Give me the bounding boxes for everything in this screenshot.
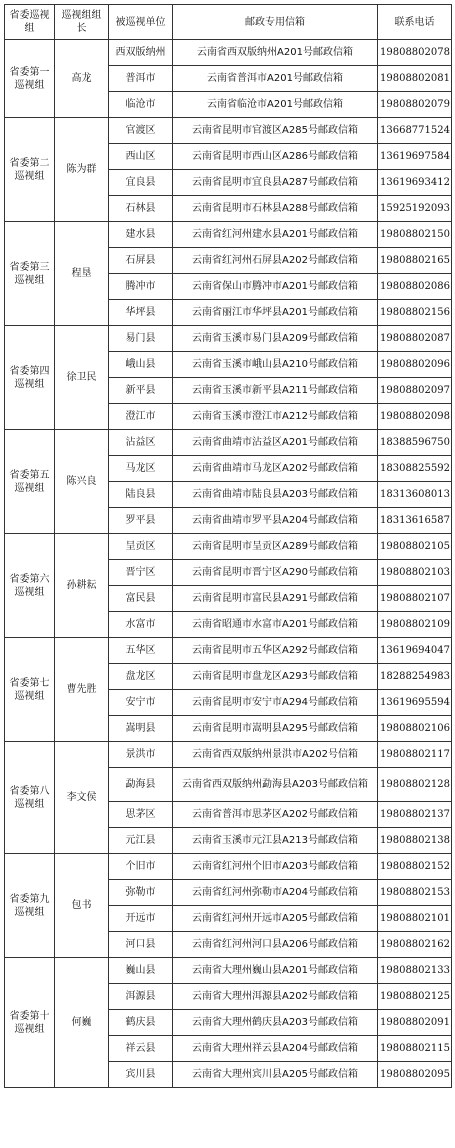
- mailbox-cell: 云南省昆明市西山区A286号邮政信箱: [173, 144, 378, 170]
- table-row: [5, 854, 452, 880]
- phone-cell: 19808802096: [378, 352, 452, 378]
- unit-cell: 元江县: [109, 828, 173, 854]
- unit-cell: 宾川县: [109, 1062, 173, 1088]
- unit-cell: 鹤庆县: [109, 1010, 173, 1036]
- mailbox-cell: 云南省昆明市官渡区A285号邮政信箱: [173, 118, 378, 144]
- mailbox-cell: 云南省昭通市水富市A201号邮政信箱: [173, 612, 378, 638]
- unit-cell: 陆良县: [109, 482, 173, 508]
- phone-cell: 19808802133: [378, 958, 452, 984]
- mailbox-cell: 云南省曲靖市陆良县A203号邮政信箱: [173, 482, 378, 508]
- mailbox-cell: 云南省昆明市嵩明县A295号邮政信箱: [173, 716, 378, 742]
- mailbox-cell: 云南省大理州巍山县A201号邮政信箱: [173, 958, 378, 984]
- phone-cell: 19808802091: [378, 1010, 452, 1036]
- mailbox-cell: 云南省曲靖市马龙区A202号邮政信箱: [173, 456, 378, 482]
- group-leader-cell: 徐卫民: [55, 326, 109, 430]
- phone-cell: 19808802079: [378, 92, 452, 118]
- header-unit: 被巡视单位: [109, 5, 173, 40]
- phone-cell: 19808802095: [378, 1062, 452, 1088]
- mailbox-cell: 云南省西双版纳州景洪市A202号信箱: [173, 742, 378, 768]
- unit-cell: 洱源县: [109, 984, 173, 1010]
- unit-cell: 勐海县: [109, 768, 173, 802]
- unit-cell: 新平县: [109, 378, 173, 404]
- phone-cell: 19808802165: [378, 248, 452, 274]
- unit-cell: 易门县: [109, 326, 173, 352]
- phone-cell: 19808802150: [378, 222, 452, 248]
- group-leader-cell: 包书: [55, 854, 109, 958]
- mailbox-cell: 云南省丽江市华坪县A201号邮政信箱: [173, 300, 378, 326]
- phone-cell: 19808802125: [378, 984, 452, 1010]
- group-name-cell: 省委第七巡视组: [5, 638, 55, 742]
- unit-cell: 官渡区: [109, 118, 173, 144]
- group-name-cell: 省委第五巡视组: [5, 430, 55, 534]
- table-row: [5, 534, 452, 560]
- phone-cell: 19808802128: [378, 768, 452, 802]
- phone-cell: 19808802103: [378, 560, 452, 586]
- mailbox-cell: 云南省红河州个旧市A203号邮政信箱: [173, 854, 378, 880]
- phone-cell: 18313608013: [378, 482, 452, 508]
- phone-cell: 19808802081: [378, 66, 452, 92]
- unit-cell: 盘龙区: [109, 664, 173, 690]
- group-name-cell: 省委第四巡视组: [5, 326, 55, 430]
- mailbox-cell: 云南省玉溪市新平县A211号邮政信箱: [173, 378, 378, 404]
- phone-cell: 18388596750: [378, 430, 452, 456]
- phone-cell: 13668771524: [378, 118, 452, 144]
- unit-cell: 安宁市: [109, 690, 173, 716]
- unit-cell: 建水县: [109, 222, 173, 248]
- unit-cell: 石屏县: [109, 248, 173, 274]
- table-row: [5, 40, 452, 66]
- unit-cell: 临沧市: [109, 92, 173, 118]
- table-row: [5, 742, 452, 768]
- phone-cell: 19808802117: [378, 742, 452, 768]
- mailbox-cell: 云南省红河州河口县A206号邮政信箱: [173, 932, 378, 958]
- table-row: [5, 222, 452, 248]
- phone-cell: 19808802086: [378, 274, 452, 300]
- unit-cell: 普洱市: [109, 66, 173, 92]
- mailbox-cell: 云南省玉溪市元江县A213号邮政信箱: [173, 828, 378, 854]
- mailbox-cell: 云南省大理州祥云县A204号邮政信箱: [173, 1036, 378, 1062]
- unit-cell: 马龙区: [109, 456, 173, 482]
- phone-cell: 19808802137: [378, 802, 452, 828]
- phone-cell: 13619694047: [378, 638, 452, 664]
- mailbox-cell: 云南省曲靖市罗平县A204号邮政信箱: [173, 508, 378, 534]
- phone-cell: 19808802153: [378, 880, 452, 906]
- phone-cell: 19808802097: [378, 378, 452, 404]
- unit-cell: 五华区: [109, 638, 173, 664]
- mailbox-cell: 云南省红河州石屏县A202号邮政信箱: [173, 248, 378, 274]
- mailbox-cell: 云南省红河州建水县A201号邮政信箱: [173, 222, 378, 248]
- phone-cell: 13619695594: [378, 690, 452, 716]
- phone-cell: 13619697584: [378, 144, 452, 170]
- group-name-cell: 省委第九巡视组: [5, 854, 55, 958]
- unit-cell: 西双版纳州: [109, 40, 173, 66]
- mailbox-cell: 云南省昆明市呈贡区A289号邮政信箱: [173, 534, 378, 560]
- table-row: [5, 326, 452, 352]
- group-leader-cell: 曹先胜: [55, 638, 109, 742]
- table-row: [5, 430, 452, 456]
- header-phone: 联系电话: [378, 5, 452, 40]
- phone-cell: 19808802101: [378, 906, 452, 932]
- group-name-cell: 省委第十巡视组: [5, 958, 55, 1088]
- phone-cell: 19808802156: [378, 300, 452, 326]
- phone-cell: 18313616587: [378, 508, 452, 534]
- table-row: [5, 958, 452, 984]
- header-mailbox: 邮政专用信箱: [173, 5, 378, 40]
- unit-cell: 晋宁区: [109, 560, 173, 586]
- group-name-cell: 省委第三巡视组: [5, 222, 55, 326]
- mailbox-cell: 云南省昆明市晋宁区A290号邮政信箱: [173, 560, 378, 586]
- phone-cell: 19808802162: [378, 932, 452, 958]
- phone-cell: 19808802078: [378, 40, 452, 66]
- phone-cell: 19808802115: [378, 1036, 452, 1062]
- unit-cell: 罗平县: [109, 508, 173, 534]
- mailbox-cell: 云南省大理州鹤庆县A203号邮政信箱: [173, 1010, 378, 1036]
- mailbox-cell: 云南省昆明市石林县A288号邮政信箱: [173, 196, 378, 222]
- table-body: [5, 40, 452, 1088]
- unit-cell: 巍山县: [109, 958, 173, 984]
- mailbox-cell: 云南省保山市腾冲市A201号邮政信箱: [173, 274, 378, 300]
- mailbox-cell: 云南省玉溪市易门县A209号邮政信箱: [173, 326, 378, 352]
- mailbox-cell: 云南省红河州弥勒市A204号邮政信箱: [173, 880, 378, 906]
- inspection-contact-table-container: [4, 4, 451, 1088]
- phone-cell: 19808802107: [378, 586, 452, 612]
- unit-cell: 思茅区: [109, 802, 173, 828]
- group-leader-cell: 陈为群: [55, 118, 109, 222]
- mailbox-cell: 云南省昆明市富民县A291号邮政信箱: [173, 586, 378, 612]
- unit-cell: 澄江市: [109, 404, 173, 430]
- group-leader-cell: 李文侯: [55, 742, 109, 854]
- mailbox-cell: 云南省曲靖市沾益区A201号邮政信箱: [173, 430, 378, 456]
- phone-cell: 19808802152: [378, 854, 452, 880]
- group-name-cell: 省委第六巡视组: [5, 534, 55, 638]
- unit-cell: 景洪市: [109, 742, 173, 768]
- mailbox-cell: 云南省昆明市宜良县A287号邮政信箱: [173, 170, 378, 196]
- mailbox-cell: 云南省大理州洱源县A202号邮政信箱: [173, 984, 378, 1010]
- unit-cell: 石林县: [109, 196, 173, 222]
- table-row: [5, 118, 452, 144]
- unit-cell: 水富市: [109, 612, 173, 638]
- phone-cell: 19808802087: [378, 326, 452, 352]
- header-leader: 巡视组组长: [55, 5, 109, 40]
- unit-cell: 个旧市: [109, 854, 173, 880]
- group-name-cell: 省委第一巡视组: [5, 40, 55, 118]
- phone-cell: 18308825592: [378, 456, 452, 482]
- phone-cell: 19808802138: [378, 828, 452, 854]
- phone-cell: 19808802105: [378, 534, 452, 560]
- mailbox-cell: 云南省普洱市A201号邮政信箱: [173, 66, 378, 92]
- group-leader-cell: 高龙: [55, 40, 109, 118]
- group-leader-cell: 何巍: [55, 958, 109, 1088]
- phone-cell: 18288254983: [378, 664, 452, 690]
- mailbox-cell: 云南省玉溪市峨山县A210号邮政信箱: [173, 352, 378, 378]
- mailbox-cell: 云南省西双版纳州勐海县A203号邮政信箱: [173, 768, 378, 802]
- group-leader-cell: 孙耕耘: [55, 534, 109, 638]
- group-leader-cell: 陈兴良: [55, 430, 109, 534]
- mailbox-cell: 云南省大理州宾川县A205号邮政信箱: [173, 1062, 378, 1088]
- mailbox-cell: 云南省红河州开远市A205号邮政信箱: [173, 906, 378, 932]
- unit-cell: 河口县: [109, 932, 173, 958]
- table-row: [5, 638, 452, 664]
- phone-cell: 19808802098: [378, 404, 452, 430]
- unit-cell: 华坪县: [109, 300, 173, 326]
- group-name-cell: 省委第二巡视组: [5, 118, 55, 222]
- unit-cell: 宜良县: [109, 170, 173, 196]
- unit-cell: 腾冲市: [109, 274, 173, 300]
- phone-cell: 19808802109: [378, 612, 452, 638]
- mailbox-cell: 云南省普洱市思茅区A202号邮政信箱: [173, 802, 378, 828]
- mailbox-cell: 云南省玉溪市澄江市A212号邮政信箱: [173, 404, 378, 430]
- mailbox-cell: 云南省临沧市A201号邮政信箱: [173, 92, 378, 118]
- unit-cell: 沾益区: [109, 430, 173, 456]
- inspection-contact-table: [4, 4, 452, 1088]
- phone-cell: 15925192093: [378, 196, 452, 222]
- group-leader-cell: 程垦: [55, 222, 109, 326]
- unit-cell: 富民县: [109, 586, 173, 612]
- table-header-row: [5, 5, 452, 40]
- unit-cell: 西山区: [109, 144, 173, 170]
- phone-cell: 19808802106: [378, 716, 452, 742]
- phone-cell: 13619693412: [378, 170, 452, 196]
- group-name-cell: 省委第八巡视组: [5, 742, 55, 854]
- mailbox-cell: 云南省西双版纳州A201号邮政信箱: [173, 40, 378, 66]
- unit-cell: 呈贡区: [109, 534, 173, 560]
- unit-cell: 嵩明县: [109, 716, 173, 742]
- mailbox-cell: 云南省昆明市安宁市A294号邮政信箱: [173, 690, 378, 716]
- mailbox-cell: 云南省昆明市五华区A292号邮政信箱: [173, 638, 378, 664]
- unit-cell: 弥勒市: [109, 880, 173, 906]
- unit-cell: 开远市: [109, 906, 173, 932]
- unit-cell: 祥云县: [109, 1036, 173, 1062]
- unit-cell: 峨山县: [109, 352, 173, 378]
- header-group: 省委巡视组: [5, 5, 55, 40]
- mailbox-cell: 云南省昆明市盘龙区A293号邮政信箱: [173, 664, 378, 690]
